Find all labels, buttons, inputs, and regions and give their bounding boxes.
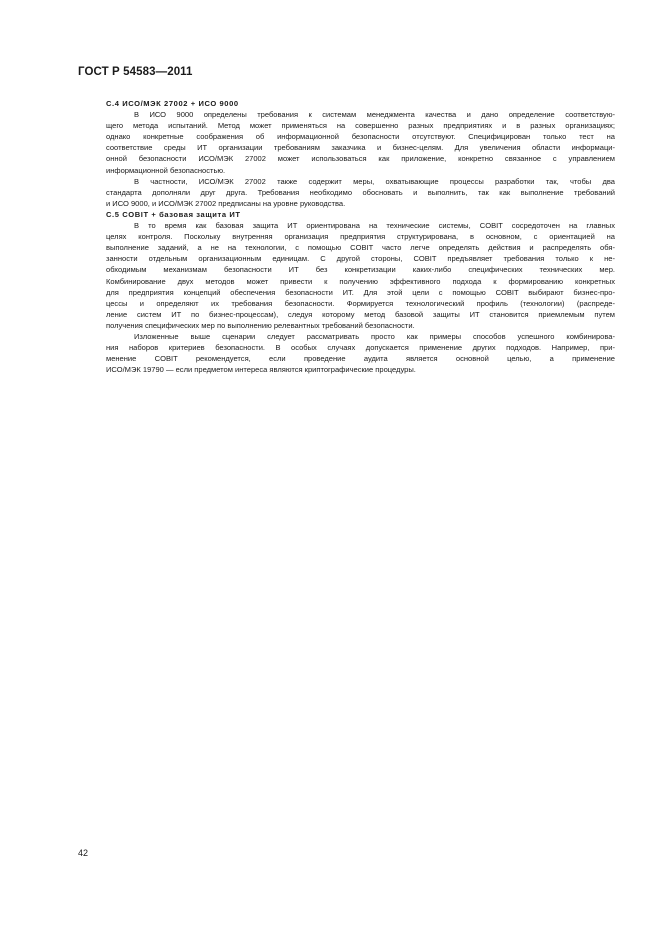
paragraph (78, 176, 615, 209)
text-line: менение COBIT рекомендуется, если проведение аудита является основной целью, а применение (106, 354, 615, 364)
section-c5 (78, 209, 615, 375)
text-line: В частности, ИСО/МЭК 27002 также содержит меры, охватывающие процессы разработки так, чтобы два (134, 176, 615, 186)
section-heading: С.5 COBIT + базовая защита ИТ (106, 209, 241, 219)
text-line: соответствие среды ИТ организации требованиям заказчика и бизнес-целям. Для увеличения области информаци- (106, 143, 615, 153)
text-line: получения специфических мер по выполнению релевантных требований безопасности. (106, 320, 415, 330)
text-line: ИСО/МЭК 19790 — если предметом интереса являются криптографические процедуры. (106, 365, 416, 375)
text-line: ния наборов критериев безопасности. В особых случаях допускается применение других подходов. Например, при- (106, 343, 615, 353)
text-line: выполнение заданий, а не на технологии, с помощью COBIT часто легче определять действия и распределять обя- (106, 243, 615, 253)
page-number: 42 (78, 848, 89, 858)
text-line: В ИСО 9000 определены требования к системам менеджмента качества и дано определение соответствую- (134, 110, 615, 120)
document-header: ГОСТ Р 54583—2011 (78, 66, 193, 78)
text-line: онной безопасности ИСО/МЭК 27002 может использоваться как приложение, конкретно связанное с управлением (106, 154, 615, 164)
text-line: стандарта дополняли друг друга. Требования необходимо обосновать и выполнить, так как выполнение требований (106, 187, 615, 197)
text-line: информационной безопасностью. (106, 165, 226, 175)
section-heading: С.4 ИСО/МЭК 27002 + ИСО 9000 (106, 99, 239, 108)
paragraph (78, 331, 615, 375)
document-body (78, 98, 615, 375)
text-line: Комбинирование двух методов может привести к получению эффективного подхода к формированию конкретных (106, 276, 615, 286)
text-line: однако конкретные соображения об информационной безопасности отсутствуют. Специфицирован только тест на (106, 132, 615, 142)
section-c4 (78, 98, 615, 209)
text-line: цессы и определяют их требования безопасности. Формируется технологический профиль (технологии) (распреде- (106, 298, 615, 308)
text-line: и ИСО 9000, и ИСО/МЭК 27002 предписаны на уровне руководства. (106, 198, 346, 208)
text-line: В то время как базовая защита ИТ ориентирована на технические системы, COBIT сосредоточен на главных (134, 221, 615, 231)
text-line: Изложенные выше сценарии следует рассматривать просто как примеры способов успешного комбинирова- (134, 331, 615, 341)
text-line: обходимым механизмам безопасности ИТ без конкретизации каких-либо специфических технических мер. (106, 265, 615, 275)
text-line: целях контроля. Поскольку внутренняя организация предприятия структурирована, в основном, с ориентацией на (106, 232, 615, 242)
paragraph (78, 109, 615, 176)
text-line: ление систем ИТ по бизнес-процессам), следуя которому метод базовой защиты ИТ становится приемлемым путем (106, 309, 615, 319)
text-line: щего метода испытаний. Метод может применяться на совершенно разных предприятиях и в разных организациях; (106, 121, 615, 131)
text-line: занности отдельным организационным единицам. С другой стороны, COBIT предъявляет требования только к не- (106, 254, 615, 264)
paragraph (78, 220, 615, 331)
text-line: для предприятия концепций обеспечения безопасности ИТ. Для этой цели с помощью COBIT выбирают бизнес-про- (106, 287, 615, 297)
